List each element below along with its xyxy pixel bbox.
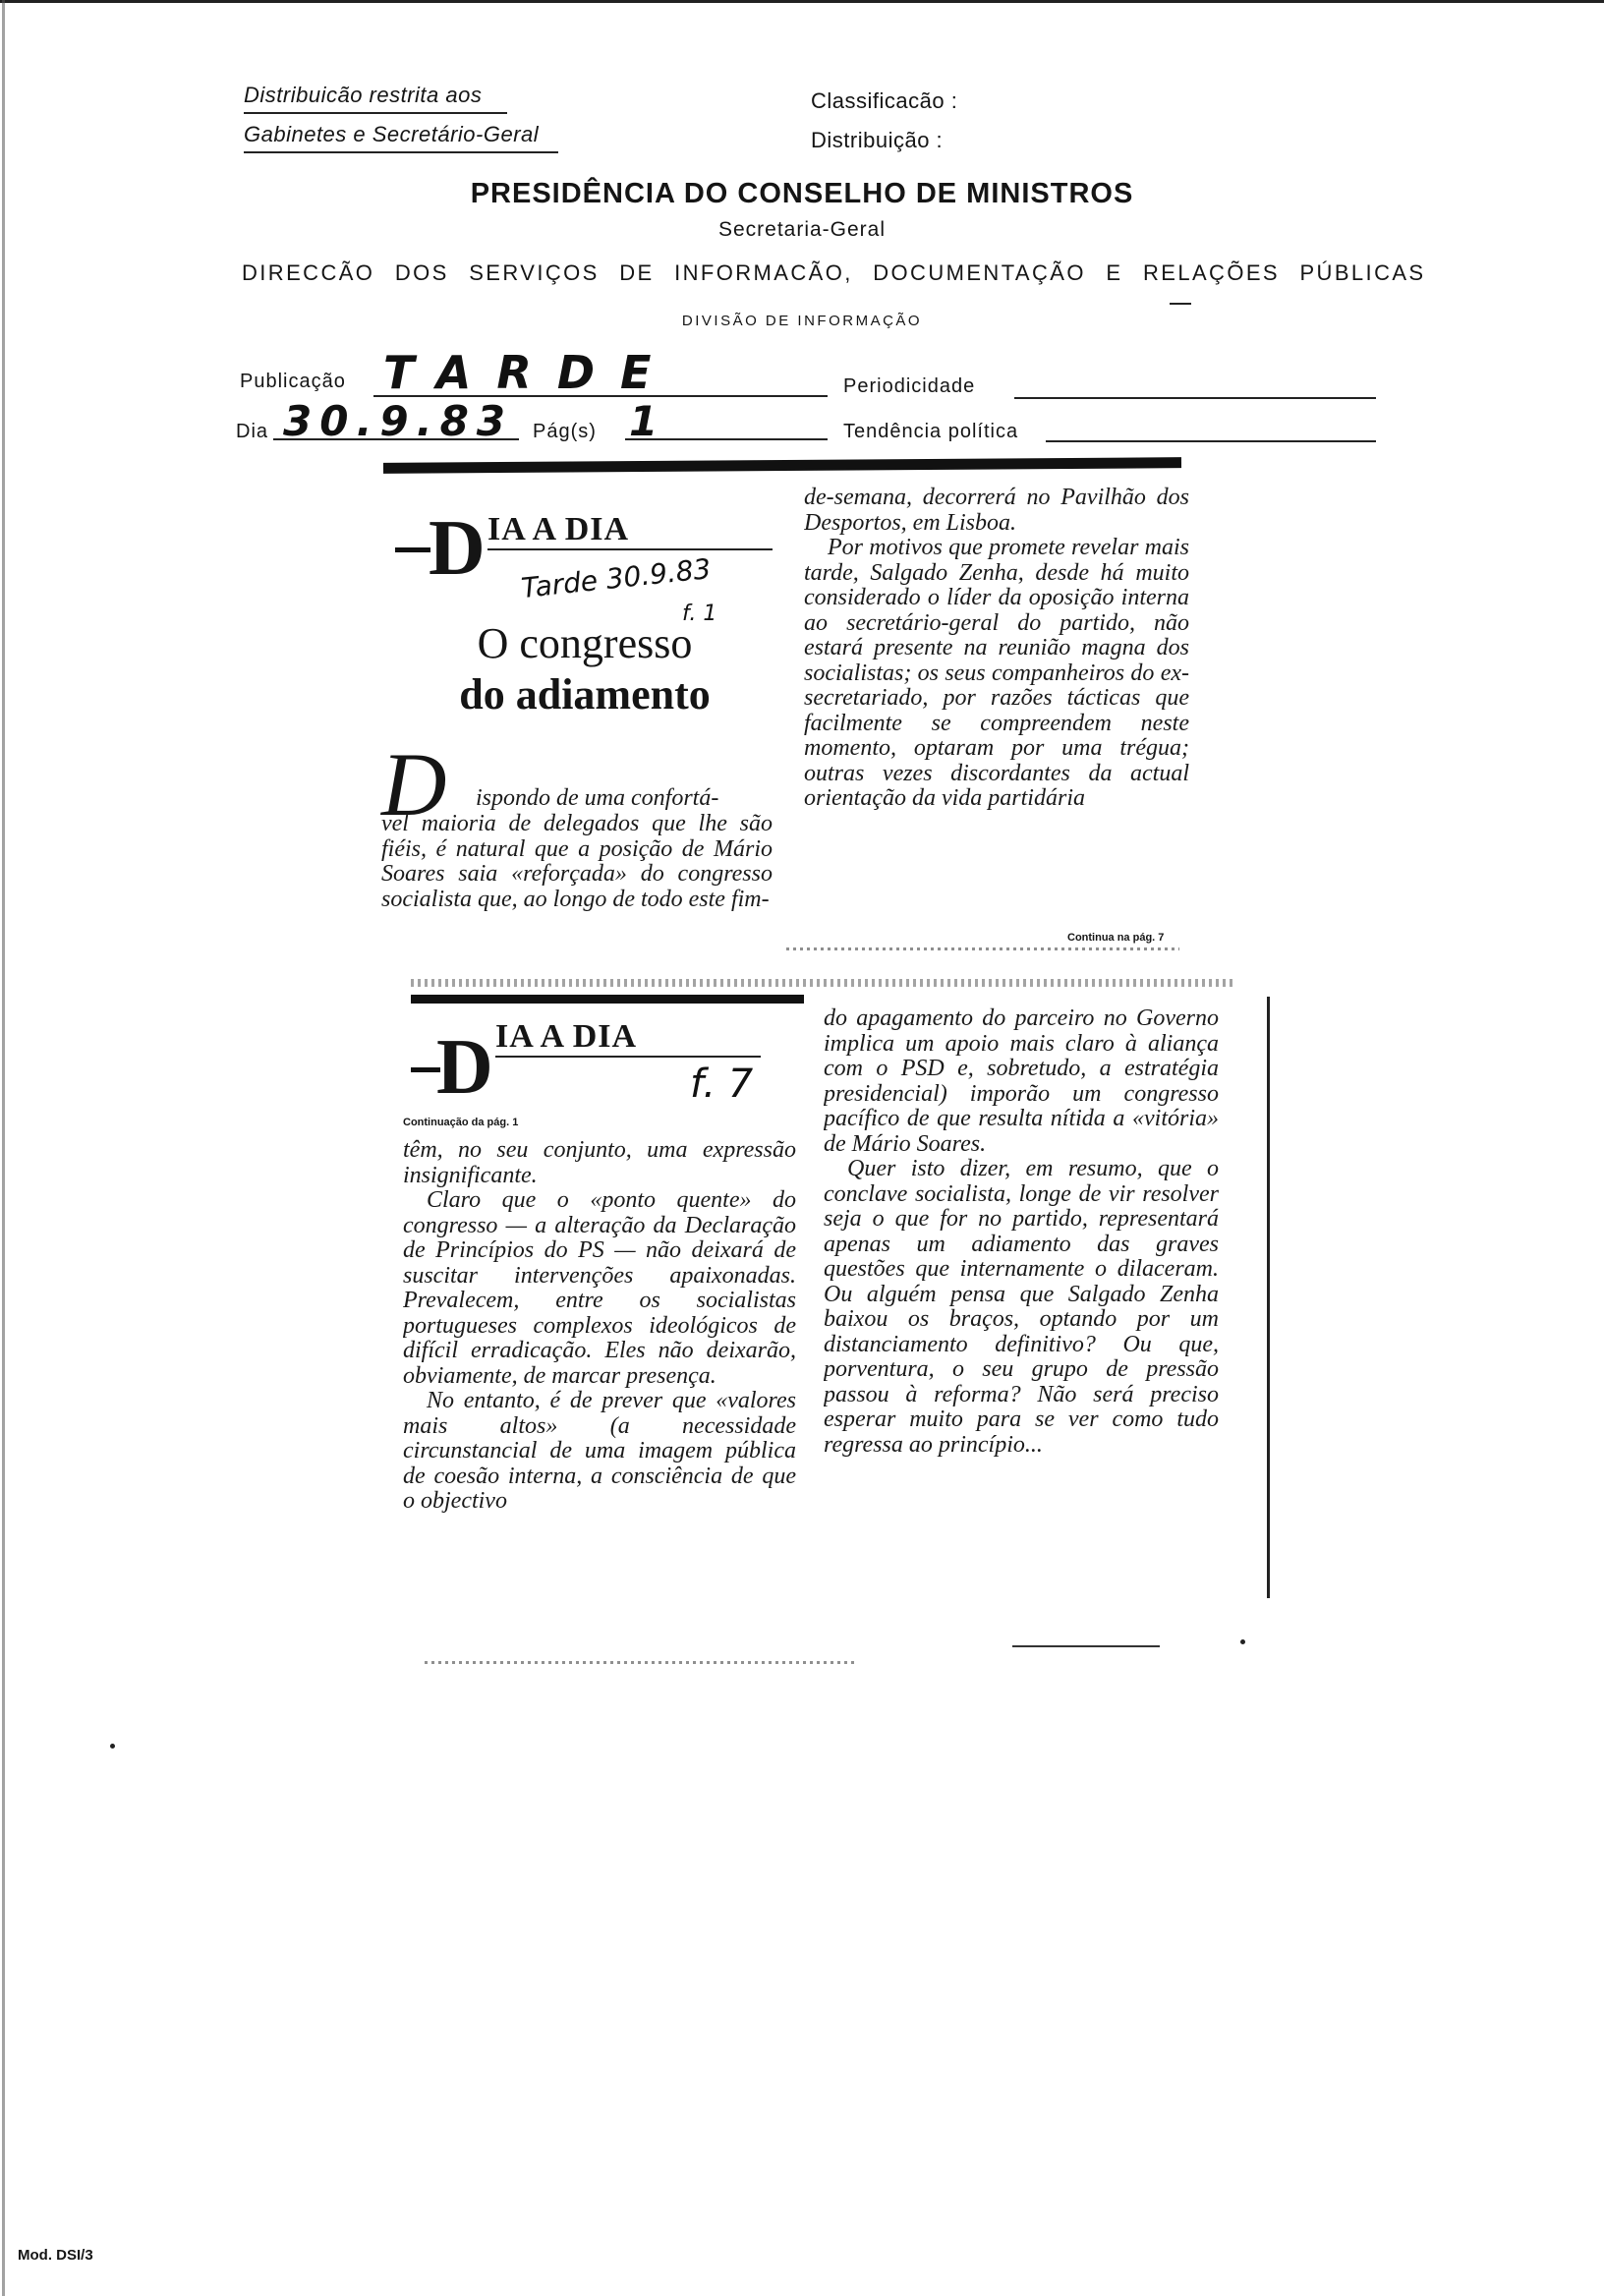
clipping1-section-label: IA A DIA: [487, 511, 773, 550]
clipping2-bottom-speckle: [425, 1661, 857, 1664]
clipping2-bottom-rule: [1012, 1645, 1160, 1647]
page-top-edge: [0, 0, 1604, 8]
clipping1-dash: [395, 547, 430, 552]
scan-speck: [110, 1744, 115, 1749]
dash-mark: [1170, 303, 1191, 305]
clipping1-dropcap: D: [381, 734, 447, 834]
divisao-line: DIVISÃO DE INFORMAÇÃO: [681, 313, 923, 329]
clipping1-right-column: [804, 486, 1189, 928]
clipping2-right-rule: [1267, 997, 1270, 1598]
clipping2-left-p2: Claro que o «ponto quente» do congresso — a alteração da Declaração de Princípios do PS — não deixará de suscitar intervenções apaixonadas. Prevalecem, entre os socialistas portugueses complexos ideológicos de difícil erradicação. Eles não deixarão, obviamente, de marcar presença.: [403, 1187, 796, 1389]
clipping2-top-noise: [411, 979, 1234, 987]
clipping2-continuacao: Continuação da pág. 1: [403, 1117, 519, 1128]
distribution-line-2: Gabinetes e Secretário-Geral: [244, 122, 558, 153]
tendencia-line: [1046, 440, 1376, 442]
clipping1-handnote-page: f. 1: [682, 602, 717, 626]
dia-value: 30.9.83: [283, 397, 514, 445]
clipping1-headline-2: do adiamento: [459, 670, 711, 718]
pags-label: Pág(s): [533, 421, 597, 442]
direccao-line: DIRECCÃO DOS SERVIÇOS DE INFORMACÃO, DOCUMENTAÇÃO E RELAÇÕES PÚBLICAS: [242, 260, 1426, 285]
tendencia-label: Tendência política: [843, 421, 1019, 442]
clipping2-left-column: [403, 1138, 796, 1659]
clipping2-left-p1: têm, no seu conjunto, uma expressão insignificante.: [403, 1138, 796, 1188]
clipping2-left-p3: No entanto, é de prever que «valores mais altos» (a necessidade circunstancial de uma imagem pública de coesão interna, a consciência de que o objectivo: [403, 1388, 796, 1514]
publicacao-value: TARDE: [383, 346, 677, 399]
clipping2-right-p1: do apagamento do parceiro no Governo implica um apoio mais claro à aliança com o PSD e, sobretudo, a estratégia presidencial) imporão um congresso pacífico de que resulta nítida a «vitória» de Mário Soares.: [824, 1006, 1219, 1157]
page-subtitle: Secretaria-Geral: [717, 218, 887, 241]
pags-value: 1: [629, 397, 659, 445]
clipping1-left-first-line: ispondo de uma confortá-: [476, 785, 719, 811]
distribuicao-label: Distribuição :: [811, 128, 944, 152]
form-model-code: Mod. DSI/3: [18, 2247, 93, 2264]
clipping1-bottom-speckle: [786, 947, 1179, 950]
clipping1-big-letter: D: [429, 505, 486, 592]
clipping1-right-p1: de-semana, decorrerá no Pavilhão dos Desportos, em Lisboa.: [804, 486, 1189, 536]
clipping2-big-letter: D: [436, 1024, 493, 1111]
clipping1-top-rule: [383, 457, 1181, 474]
page-left-edge: [2, 0, 5, 2296]
clipping1-right-p2: Por motivos que promete revelar mais tarde, Salgado Zenha, desde há muito considerado o líder da oposição interna ao secretário-geral do partido, não estará presente na reunião magna dos socialistas; os seus companheiros do ex-secretariado, por razões tácticas que facilmente se compreendem neste momento, optaram por uma trégua; outras vezes discordantes da actual orientação da vida partidária: [804, 535, 1189, 811]
clipping1-continua: Continua na pág. 7: [1067, 932, 1165, 944]
classificacao-label: Classificacão :: [811, 88, 958, 113]
clipping1-left-column: vel maioria de delegados que lhe são fiéis, é natural que a posição de Mário Soares saia «reforçada» do congresso socialista que, ao longo de todo este fim-: [381, 812, 773, 912]
publicacao-label: Publicação: [240, 371, 346, 392]
periodicidade-label: Periodicidade: [843, 375, 976, 397]
clipping1-headline-1: O congresso: [477, 619, 693, 667]
scan-speck: [1240, 1639, 1245, 1644]
dia-label: Dia: [236, 421, 269, 442]
clipping2-right-p2: Quer isto dizer, em resumo, que o conclave socialista, longe de vir resolver seja o que for no partido, representará apenas um adiamento das graves questões que internamente o dilaceram. Ou alguém pensa que Salgado Zenha baixou os braços, optando por um distanciamento definitivo? Ou que, porventura, o seu grupo de pressão passou à reforma? Não será preciso esperar muito para se ver como tudo regressa ao princípio...: [824, 1156, 1219, 1458]
periodicidade-line: [1014, 397, 1376, 399]
clipping2-handnote: f. 7: [690, 1062, 754, 1107]
clipping2-top-rule: [411, 995, 804, 1004]
clipping2-right-column: [824, 1006, 1219, 1624]
page-title: PRESIDÊNCIA DO CONSELHO DE MINISTROS: [470, 178, 1134, 209]
clipping2-section-label: IA A DIA: [495, 1018, 761, 1058]
clipping1-handnote: Tarde 30.9.83: [519, 551, 713, 605]
distribution-line-1: Distribuicão restrita aos: [244, 83, 507, 114]
